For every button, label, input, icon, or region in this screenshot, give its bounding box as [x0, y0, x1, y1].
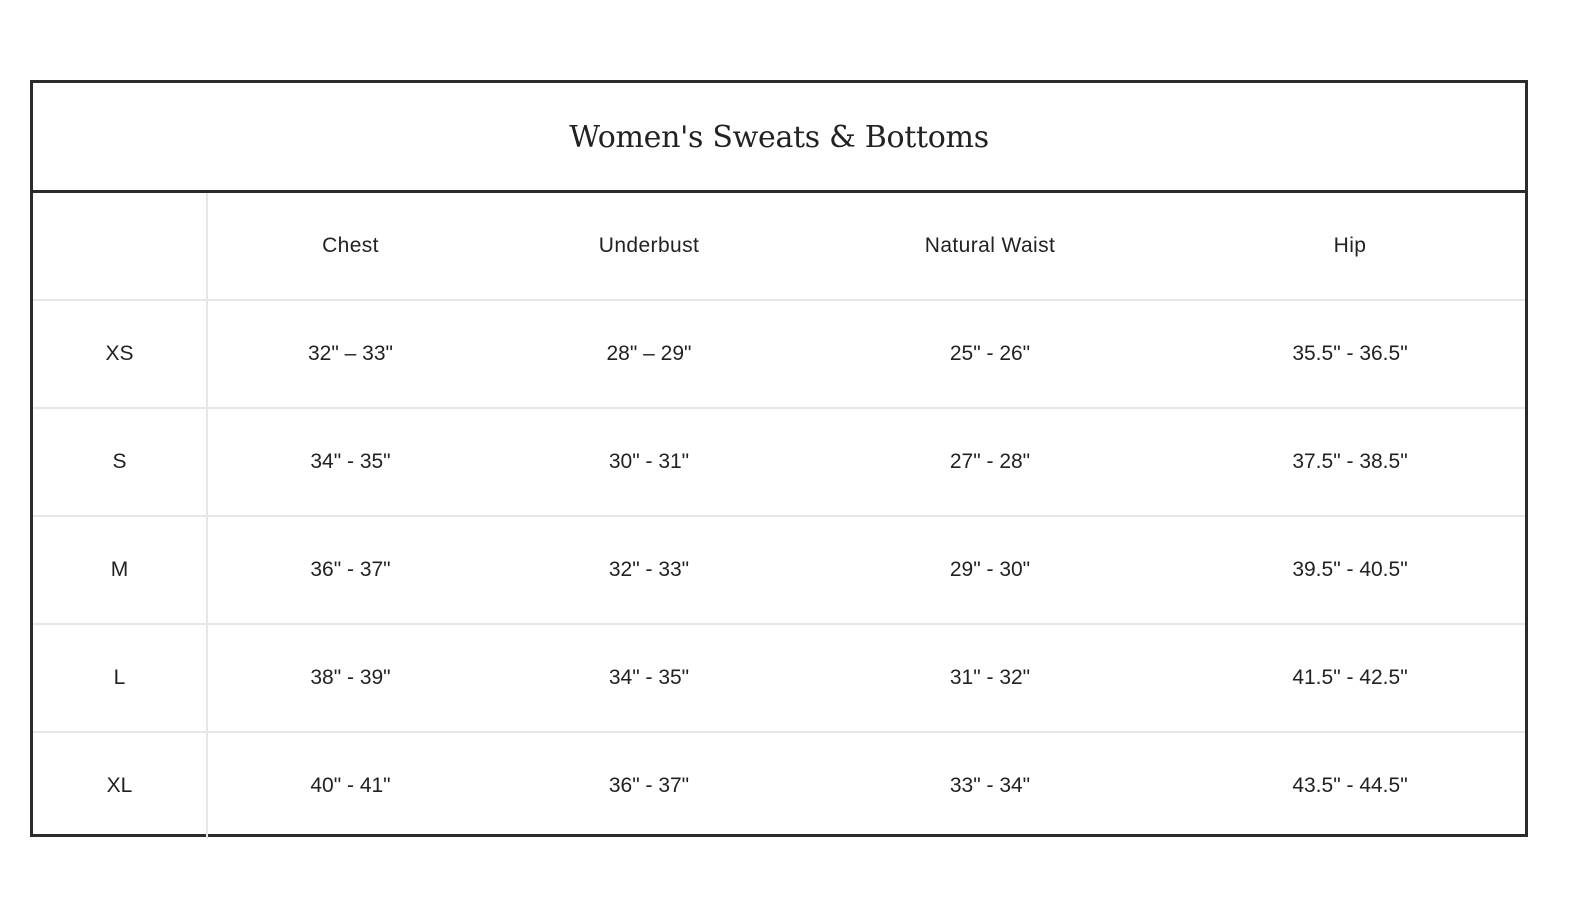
header-chest: Chest	[207, 193, 493, 300]
hip-value: 35.5" - 36.5"	[1175, 300, 1525, 408]
hip-value: 43.5" - 44.5"	[1292, 774, 1408, 797]
header-hip: Hip	[1175, 193, 1525, 300]
natural-waist-value: 33" - 34"	[949, 774, 1031, 797]
size-chart-title: Women's Sweats & Bottoms	[569, 120, 989, 155]
underbust-value: 30" - 31"	[493, 408, 805, 516]
underbust-value: 36" - 37"	[608, 774, 690, 797]
table-row	[33, 408, 1525, 516]
chest-value: 32" – 33"	[207, 300, 493, 408]
hip-value: 41.5" - 42.5"	[1175, 624, 1525, 732]
underbust-value: 28" – 29"	[493, 300, 805, 408]
chest-value: 40" - 41"	[310, 774, 391, 797]
header-natural-waist: Natural Waist	[805, 193, 1175, 300]
size-label: L	[33, 624, 207, 732]
hip-value: 37.5" - 38.5"	[1175, 408, 1525, 516]
natural-waist-value: 25" - 26"	[805, 300, 1175, 408]
underbust-value: 32" - 33"	[493, 516, 805, 624]
size-chart-header	[33, 83, 1525, 193]
size-label: XS	[33, 300, 207, 408]
chest-value: 36" - 37"	[207, 516, 493, 624]
size-label: M	[33, 516, 207, 624]
table-row	[33, 732, 1525, 839]
natural-waist-value: 29" - 30"	[805, 516, 1175, 624]
size-label: XL	[33, 732, 207, 839]
underbust-value: 34" - 35"	[493, 624, 805, 732]
size-table	[33, 193, 1525, 839]
header-row	[33, 193, 1525, 300]
table-row	[33, 516, 1525, 624]
hip-value: 39.5" - 40.5"	[1175, 516, 1525, 624]
size-chart	[30, 80, 1528, 837]
natural-waist-value: 27" - 28"	[805, 408, 1175, 516]
header-underbust: Underbust	[493, 193, 805, 300]
size-label: S	[33, 408, 207, 516]
chest-value: 38" - 39"	[207, 624, 493, 732]
natural-waist-value: 31" - 32"	[805, 624, 1175, 732]
chest-value: 34" - 35"	[207, 408, 493, 516]
table-row	[33, 624, 1525, 732]
header-size	[33, 193, 207, 300]
table-row	[33, 300, 1525, 408]
